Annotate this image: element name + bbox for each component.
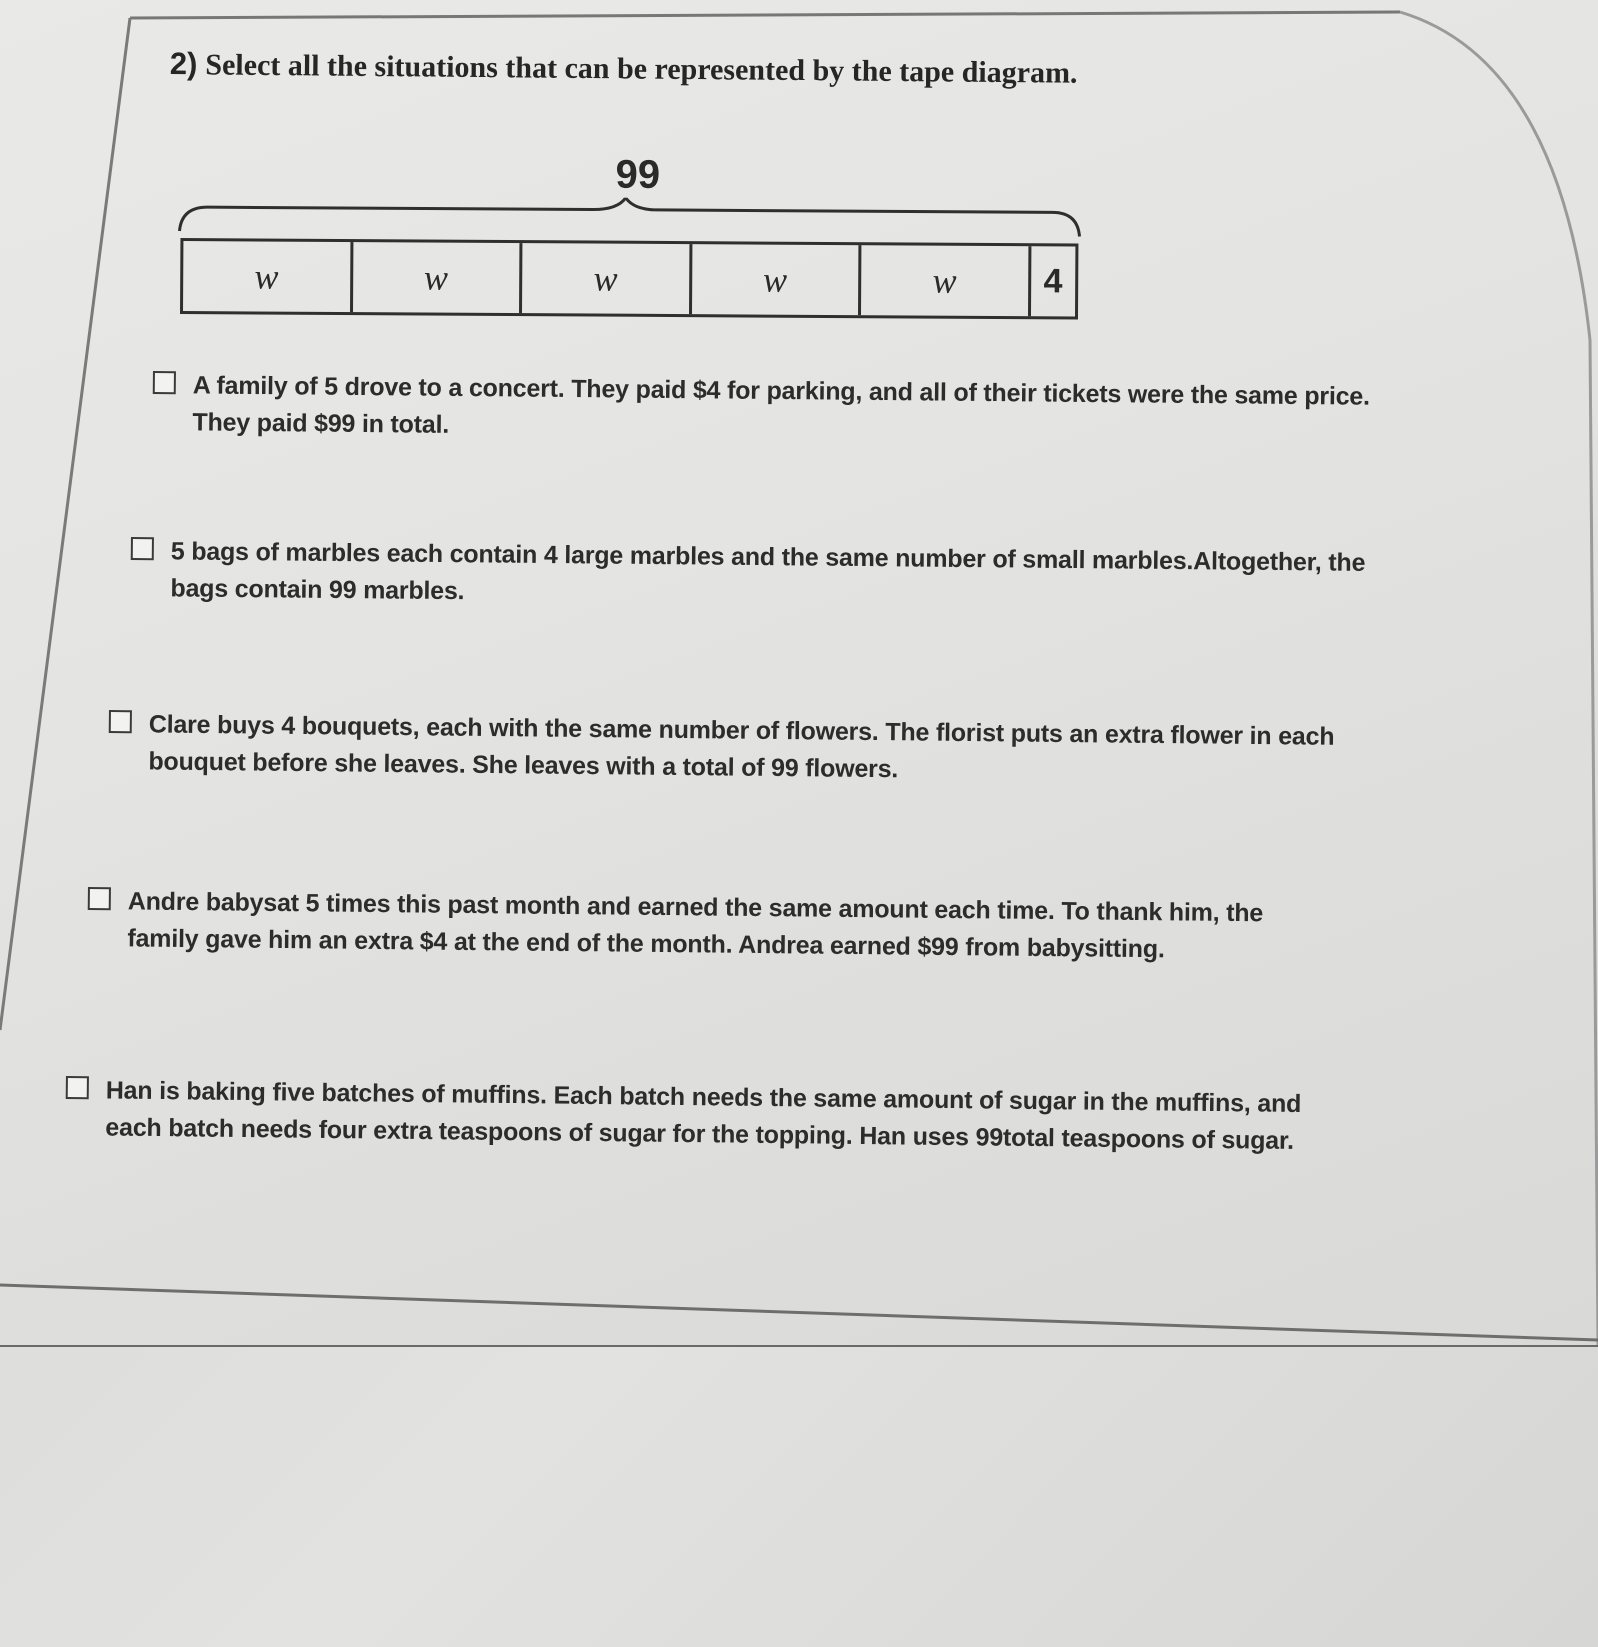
option-muffins[interactable] [65,1072,1301,1160]
option-line: bags contain 99 marbles. [170,574,465,606]
tape-segment-w: w [353,242,523,313]
option-line: Andre babysat 5 times this past month and earned the same amount each time. To thank him, the [127,887,1264,928]
option-checkbox[interactable] [88,887,111,910]
question-heading [170,46,1078,91]
tape-segment-w: w [692,244,862,315]
option-line: Clare buys 4 bouquets, each with the same number of flowers. The florist puts an extra flower in each [148,710,1335,751]
question-number: 2) [169,46,198,82]
option-text [170,533,1365,618]
option-text [148,706,1334,792]
tape-bar [180,238,1078,319]
option-line: family gave him an extra $4 at the end of the month. Andrea earned $99 from babysitting. [127,924,1165,964]
tape-brace [177,195,1082,241]
tape-segment-w: w [861,245,1031,316]
option-text [127,883,1263,969]
question-prompt: Select all the situations that can be represented by the tape diagram. [205,48,1078,90]
option-checkbox[interactable] [153,371,176,394]
option-line: A family of 5 drove to a concert. They paid $4 for parking, and all of their tickets were the same price. [192,371,1370,411]
option-marbles[interactable] [130,533,1365,619]
tape-segment-w: w [183,241,353,312]
option-bouquets[interactable] [108,706,1334,793]
option-line: They paid $99 in total. [192,408,450,439]
tape-diagram [177,150,1083,336]
option-text [105,1072,1301,1160]
tape-segment-w: w [522,243,692,314]
option-checkbox[interactable] [66,1076,89,1099]
tape-segment-constant: 4 [1043,261,1063,300]
option-concert[interactable] [152,367,1370,453]
option-line: each batch needs four extra teaspoons of sugar for the topping. Han uses 99total teaspoons of sugar. [105,1113,1295,1155]
option-text [192,367,1370,452]
option-babysitting[interactable] [87,883,1263,969]
option-line: bouquet before she leaves. She leaves with a total of 99 flowers. [148,747,899,784]
option-line: Han is baking five batches of muffins. Each batch needs the same amount of sugar in the muffins, and [105,1076,1302,1119]
option-checkbox[interactable] [109,710,132,733]
option-checkbox[interactable] [131,537,154,560]
option-line: 5 bags of marbles each contain 4 large marbles and the same number of small marbles.Altogether, the [170,537,1366,577]
tape-total-label: 99 [615,152,661,197]
